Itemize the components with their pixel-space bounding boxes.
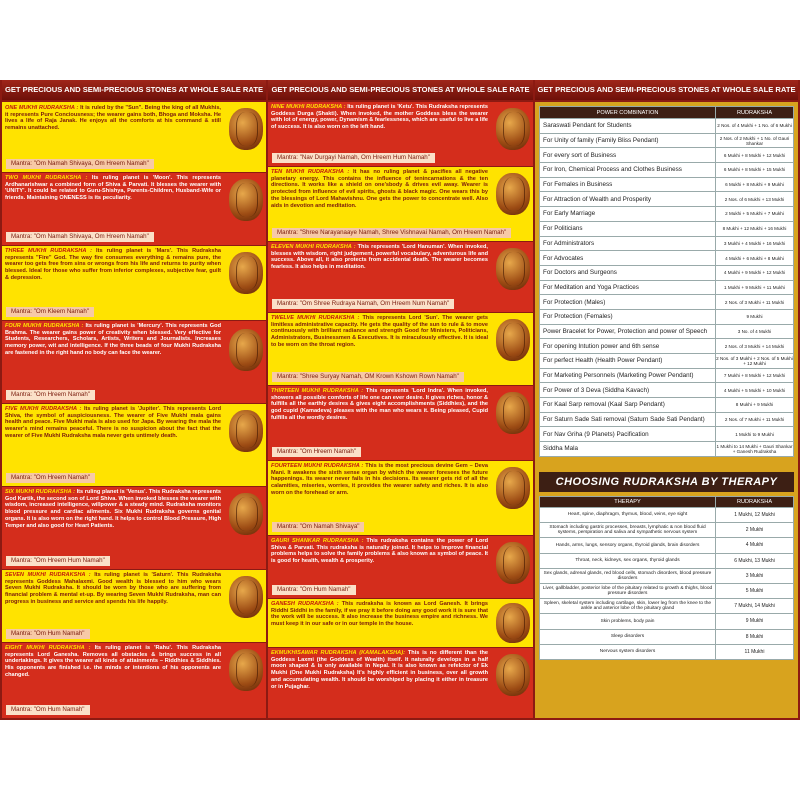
rudraksha-bead-image	[496, 392, 530, 434]
card-mantra: Mantra: "Nav Durgayi Namah, Om Hreem Hum Namah"	[272, 153, 435, 163]
power-row	[540, 148, 794, 163]
card-mantra: Mantra: "Shree Narayanaaye Namah, Shree Vishnavai Namah, Om Hreem Namah"	[272, 228, 511, 238]
power-row-label: For Meditation and Yoga Practices	[540, 280, 716, 295]
power-row-label: For Advocates	[540, 251, 716, 266]
power-row	[540, 383, 794, 398]
power-row	[540, 207, 794, 222]
card-text: Its ruling planet is 'Venus'. This Rudraksha represents God Kartik, the second son of Lord Shiva. When invoked blesses the wearer with wisdom, increased intelligence, willpower & a steady mind. Rudraksha monitors blood pressure and cardiac ailments. Six Mukhi Rudraksha governs genital organs. It is also worn on the right hand. It helps to control Blood Pressure, High Temper and also good for Heart Patients.	[5, 489, 221, 529]
card-mantra: Mantra: "Om Namah Shivaya, Om Hreem Namah"	[6, 159, 154, 169]
card-title: GANESH RUDRAKSHA :	[271, 601, 339, 607]
column-1	[2, 102, 266, 718]
mukhi-card-3	[2, 246, 266, 320]
power-header-rudraksha: RUDRAKSHA	[716, 107, 794, 119]
card-title: TWO MUKHI RUDRAKSHA :	[5, 175, 88, 181]
card-title: THIRTEEN MUKHI RUDRAKSHA :	[271, 388, 364, 394]
power-row-label: Power Bracelet for Power, Protection and power of Speech	[540, 324, 716, 339]
therapy-header-rudraksha: RUDRAKSHA	[716, 497, 794, 508]
card-title: ELEVEN MUKHI RUDRAKSHA :	[271, 244, 356, 250]
therapy-row-label: Sleep disorders	[540, 629, 716, 644]
power-row-rudraksha: 1 Mukhi + 9 Mukhi + 11 Mukhi	[716, 280, 794, 295]
card-text: Its ruling planet is 'Rahu'. This Rudraksha represents Lord Ganesha. Removes all obstacles & brings success in all undertakings. It gives the wearer all kinds of attainments – Riddhies & Siddhies. His opponents are finished i.e. the minds or intentions of his opponents are changed.	[5, 645, 221, 678]
power-row-rudraksha: 6 Mukhi + 8 Mukhi + 15 Mukhi	[716, 163, 794, 178]
power-row	[540, 265, 794, 280]
card-mantra: Mantra: "Om Hum Namah"	[6, 705, 90, 715]
rudraksha-bead-image	[229, 108, 263, 150]
mukhi-card-9	[268, 102, 533, 166]
power-row-label: For perfect Health (Health Power Pendant)	[540, 354, 716, 369]
power-row-rudraksha: 2 Nos. of 4 Mukhi + 1 No. of 6 Mukhi	[716, 119, 794, 134]
power-row-label: Siddha Mala	[540, 442, 716, 457]
power-row	[540, 295, 794, 310]
card-title: EIGHT MUKHI RUDRAKSHA :	[5, 645, 91, 651]
therapy-row-rudraksha: 7 Mukhi, 14 Mukhi	[716, 599, 794, 614]
rudraksha-bead-image	[229, 252, 263, 294]
rudraksha-bead-image	[229, 649, 263, 691]
card-mantra: Mantra: "Om Hreem Namah"	[6, 473, 95, 483]
card-text: This rudraksha contains the power of Lord Shiva & Parvati. This rudraksha is naturally joined. It helps to improve financial problems helps to solve the family problems & also known as symbol of peace. It is good for health, wealth & prosperity.	[271, 538, 488, 565]
therapy-row-label: Sex glands, adrenal glands, red blood cells, stomach disorders, blood pressure disorders	[540, 568, 716, 583]
mukhi-card-11	[268, 242, 533, 312]
rudraksha-bead-image	[229, 410, 263, 452]
mukhi-card-14	[268, 461, 533, 535]
power-row-rudraksha: 6 Mukhi + 8 Mukhi + 12 Mukhi	[716, 148, 794, 163]
card-title: ONE MUKHI RUDRAKSHA :	[5, 105, 79, 111]
mukhi-card-kamalaksha	[268, 648, 533, 718]
power-row-label: For Unity of family (Family Bliss Pendant)	[540, 133, 716, 148]
mukhi-card-12	[268, 313, 533, 385]
therapy-row-rudraksha: 5 Mukhi	[716, 583, 794, 598]
therapy-row-label: Throat, neck, kidneys, sex organs, thyroid glands	[540, 553, 716, 568]
power-row-label: For Protection (Males)	[540, 295, 716, 310]
power-row-rudraksha: 8 Mukhi + 12 Mukhi + 16 Mukhi	[716, 221, 794, 236]
banner-col2: GET PRECIOUS AND SEMI-PRECIOUS STONES AT WHOLE SALE RATE	[268, 80, 533, 100]
card-mantra: Mantra: "Om Hreem Hum Namah"	[6, 556, 110, 566]
therapy-row-rudraksha: 9 Mukhi	[716, 614, 794, 629]
card-title: GAURI SHANKAR RUDRAKSHA :	[271, 538, 364, 544]
card-title: SEVEN MUKHI RUDRAKSHA :	[5, 572, 91, 578]
mukhi-card-8	[2, 643, 266, 718]
power-row-rudraksha: 6 Mukhi + 8 Mukhi + 9 Mukhi	[716, 177, 794, 192]
power-row	[540, 354, 794, 369]
power-row-rudraksha: 4 Mukhi + 9 Mukhi + 12 Mukhi	[716, 265, 794, 280]
card-mantra: Mantra: "Om Namah Shivaya"	[272, 522, 364, 532]
power-row	[540, 412, 794, 427]
therapy-row	[540, 508, 794, 523]
therapy-row-rudraksha: 8 Mukhi	[716, 629, 794, 644]
power-row-rudraksha: 2 Nos. of 3 Mukhi + 11 Mukhi	[716, 295, 794, 310]
card-title: FOUR MUKHI RUDRAKSHA :	[5, 323, 84, 329]
card-text: Its ruling planet is 'Jupiter'. This represents Lord Shiva, the symbol of auspiciousness. The wearer of Five Mukhi mala gains health and peace. Five Mukhi mala is also used for Japa. By wearing the mala the wearer's mind remains peaceful. There is no suspicion about the fact that the wearer of Five Mukhi Rudraksha mala never gets untimely death.	[5, 406, 221, 439]
rudraksha-bead-image	[229, 493, 263, 535]
rudraksha-bead-image	[229, 576, 263, 618]
rudraksha-bead-image	[496, 542, 530, 584]
power-row-label: For Doctors and Surgeons	[540, 265, 716, 280]
mukhi-card-2	[2, 173, 266, 245]
power-row-rudraksha: 9 Mukhi	[716, 309, 794, 324]
card-text: Its ruling planet is 'Mercury'. This represents God Brahma. The wearer gains power of creativity when blessed. Very effective for Students, Researchers, Scholars, Artists, Writers and Journalists. Increases memory power, wit and intelligence. If the three beads of four Mukhi Rudraksha are fastened in the right hand no body can face the wearer.	[5, 323, 221, 356]
rudraksha-bead-image	[496, 108, 530, 150]
therapy-row	[540, 629, 794, 644]
therapy-header-therapy: THERAPY	[540, 497, 716, 508]
power-row-label: For opening Intution power and 6th sense	[540, 339, 716, 354]
power-row-label: For Marketing Personnels (Marketing Power Pendant)	[540, 368, 716, 383]
card-text: It is ruled by the "Sun". Being the king of all Mukhis, it represents Pure Conciousness; the wearer gains both, Bhoga and Moksha. He lives a life of Raja Janak. He enjoys all the comforts at his command & still remains unattached.	[5, 105, 221, 132]
power-row-rudraksha: 2 Mukhi + 5 Mukhi + 7 Mukhi	[716, 207, 794, 222]
power-row-label: For Nav Griha (9 Planets) Pacification	[540, 427, 716, 442]
card-text: This represents 'Lord Hanuman'. When invoked, blesses with wisdom, right judgement, powerful vocabulary, adventurous life and success. Above all, it also protects from accidental death. The wearer becomes fearless. It also helps in meditation.	[271, 244, 488, 271]
mukhi-card-4	[2, 321, 266, 403]
mukhi-card-10	[268, 167, 533, 241]
rudraksha-bead-image	[496, 173, 530, 215]
therapy-section-title: CHOOSING RUDRAKSHA BY THERAPY	[539, 472, 794, 492]
rudraksha-bead-image	[496, 319, 530, 361]
card-title: TWELVE MUKHI RUDRAKSHA :	[271, 315, 360, 321]
therapy-row	[540, 568, 794, 583]
card-text: This is no different than the Goddess Laxmi (the Goddess of Wealth) itself. It naturally develops in a half moon shaped & is only available in Nepal. It is also known as refelctor of Ek Mukhi (One Mukhi Rudraksha) It's highly efficient in business, over all growth and accumulating wealth. It should be worshiped by placing it either in treasure or in Pujaghar.	[271, 650, 488, 690]
rudraksha-bead-image	[229, 329, 263, 371]
mukhi-card-gauri-shankar	[268, 536, 533, 598]
power-row-rudraksha: 2 Nos. of 2 Mukhi + 1 No. of Gauri Shankar	[716, 133, 794, 148]
mukhi-card-7	[2, 570, 266, 642]
power-row-rudraksha: 4 Mukhi + 5 Mukhi + 10 Mukhi	[716, 383, 794, 398]
card-title: EKMUKHISAWAR RUDRAKSHA (KAMALAKSHA):	[271, 650, 405, 656]
power-row-rudraksha: 2 Nos. of 7 Mukhi + 11 Mukhi	[716, 412, 794, 427]
card-mantra: Mantra: "Om Hreem Namah"	[6, 390, 95, 400]
power-row-rudraksha: 1 Mukhi to 9 Mukhi	[716, 427, 794, 442]
rudraksha-bead-image	[496, 654, 530, 696]
therapy-row	[540, 583, 794, 598]
mukhi-card-1	[2, 102, 266, 172]
power-row	[540, 251, 794, 266]
card-mantra: Mantra: "Om Shree Rudraya Namah, Om Hreem Num Namah"	[272, 299, 454, 309]
card-title: SIX MUKHI RUDRAKSHA :	[5, 489, 75, 495]
card-mantra: Mantra: "Shree Suryay Namah, OM Krown Kshown Rown Namah"	[272, 372, 464, 382]
therapy-row	[540, 614, 794, 629]
power-row-label: For Iron, Chemical Process and Clothes Business	[540, 163, 716, 178]
power-row	[540, 133, 794, 148]
therapy-row-label: Stomach including gastric processes, breasts, lymphatic & non blood fluid systems, perspiration and saliva and sympathetic nervous system	[540, 523, 716, 538]
power-row-label: For Saturn Sade Sati removal (Saturn Sade Sati Pendant)	[540, 412, 716, 427]
power-row-label: For Females in Business	[540, 177, 716, 192]
therapy-table	[539, 496, 794, 660]
mukhi-card-6	[2, 487, 266, 569]
power-row	[540, 163, 794, 178]
power-row-rudraksha: 2 Nos. of 3 Mukhi + 2 Nos. of 5 Mukhi + 12 Mukhi	[716, 354, 794, 369]
card-title: NINE MUKHI RUDRAKSHA :	[271, 104, 346, 110]
power-row	[540, 221, 794, 236]
card-title: THREE MUKHI RUDRAKSHA :	[5, 248, 93, 254]
power-row-rudraksha: 2 Nos. of 3 Mukhi + 14 Mukhi	[716, 339, 794, 354]
power-row	[540, 442, 794, 457]
rudraksha-poster	[0, 80, 800, 720]
power-row-label: For Administrators	[540, 236, 716, 251]
therapy-row-label: Hands, arms, lungs, sensory organs, thyroid glands, brain disorders	[540, 538, 716, 553]
column-3	[535, 102, 798, 718]
rudraksha-bead-image	[229, 179, 263, 221]
therapy-row	[540, 644, 794, 659]
power-row-rudraksha: 4 Mukhi + 6 Mukhi + 8 Mukhi	[716, 251, 794, 266]
card-mantra: Mantra: "Om Namah Shivaya, Om Hreem Namah"	[6, 232, 154, 242]
card-text: This rudraksha is known as Lord Ganesh. It brings Riddhi Siddhi in the family, if we pray it before doing any good work it is sure that the work will be success. It also increase the business empire and richness. We must keep it in our safe or in our temple in the house.	[271, 601, 488, 628]
mukhi-card-5	[2, 404, 266, 486]
therapy-row-rudraksha: 4 Mukhi	[716, 538, 794, 553]
power-row-label: Saraswati Pendant for Students	[540, 119, 716, 134]
power-row-rudraksha: 2 Nos. of 6 Mukhi + 13 Mukhi	[716, 192, 794, 207]
power-row	[540, 192, 794, 207]
card-text: Its ruling planet is 'Moon'. This represents Ardhanarishwar a combined form of Shiva & Parvati. It blesses the wearer with 'UNITY'. It could be related to Guru-Shishya, Parents-Children, Husband-Wife or friends. Maintaining ONENESS is its peculiarity.	[5, 175, 221, 202]
power-row-label: For Early Marriage	[540, 207, 716, 222]
rudraksha-bead-image	[496, 248, 530, 290]
power-row-label: For Attraction of Wealth and Prosperity	[540, 192, 716, 207]
therapy-row	[540, 538, 794, 553]
power-row-rudraksha: 1 Mukhi to 14 Mukhi + Gauri Shankar + Ganesh Rudraksha	[716, 442, 794, 457]
power-combination-table	[539, 106, 794, 457]
mukhi-card-ganesh	[268, 599, 533, 647]
power-row-rudraksha: 8 Mukhi + 9 Mukhi	[716, 398, 794, 413]
card-text: This represents Lord 'Sun'. The wearer gets limitless administrative capacity. He gets the quality of the sun to rule & to move continuously with brilliant radiance and strength Good for Ministers, Politicians, Administrators, Businessmen & Executives. It is miraculously effective. It is ideal to be worn on the throat region.	[271, 315, 489, 348]
card-text: It has no ruling planet & pacifies all negative planetary energy. This contains the influence of tenincarnations & the ten directions. It works like a shield on one'sbody & drives evil away. Wearer is protected from influence of evil spirits, ghosts & black magic. One wears this by the blessings of Lord Mahavishnu. One gets the power to concentrate well. Also aids in devotion and meditation.	[271, 169, 489, 209]
power-row	[540, 177, 794, 192]
card-text: Its ruling planet is 'Saturn'. This Rudraksha represents Goddess Mahalaxmi. Good wealth is blessed to him who wears Seven Mukhi Rudraksha. It should be worn by those who are suffering from financial problem & mental et-up. By wearing Seven Mukhi Rudraksha, man can progress in business and service and spends his life happily.	[5, 572, 221, 605]
power-row	[540, 368, 794, 383]
power-row	[540, 236, 794, 251]
power-row	[540, 309, 794, 324]
power-row-rudraksha: 3 No. of 4 Mukhi	[716, 324, 794, 339]
power-row	[540, 280, 794, 295]
card-text: This represents 'Lord Indra'. When invoked, showers all possible comforts of life one can ever desire. It gives riches, honor & fulfills all the earthly desires & gives eight accomplishments (Siddhies), and the god cupid (Kamadeva) pleases with the man who wears it. Being pleased, Cupid fulfills all the wordly desires.	[271, 388, 488, 421]
power-row-label: For Kaal Sarp removal (Kaal Sarp Pendant)	[540, 398, 716, 413]
card-text: Its ruling planet is 'Ketu'. This Rudraksha represents Goddess Durga (Shakti). When invoked, the mother Goddess bless the wearer with lot of energy, power, Dynamism & fearlessness, which are useful to live a life of success. It is also worn on the left hand.	[271, 104, 488, 131]
card-mantra: Mantra: "Om Hum Namah"	[272, 585, 356, 595]
therapy-row-label: Nervous system disorders	[540, 644, 716, 659]
therapy-row-label: Spleen, skeletal system including cartilage, skin, lower leg from the knee to the ankle and anterior lobe of the pituitary gland	[540, 599, 716, 614]
banner-col3: GET PRECIOUS AND SEMI-PRECIOUS STONES AT WHOLE SALE RATE	[535, 80, 798, 100]
therapy-row-label: Liver, gallbladder, posterior lobe of the pituitary related to growth & thighs, blood pressure disorders	[540, 583, 716, 598]
rudraksha-bead-image	[496, 603, 530, 643]
card-text: This is the most precious devine Gem – Deva Mani. It awakens the sixth sense organ by which the wearer foresees the future happenings. Its wearer never fails in his decisions. Its wearer gets rid of all the calamities, miseries, worries, it provides the wearer safety and riches. It is also worn on the forehead or arm.	[271, 463, 488, 496]
card-mantra: Mantra: "Om Hum Namah"	[6, 629, 90, 639]
therapy-row-rudraksha: 6 Mukhi, 13 Mukhi	[716, 553, 794, 568]
power-row	[540, 119, 794, 134]
therapy-row	[540, 553, 794, 568]
therapy-row-rudraksha: 3 Mukhi	[716, 568, 794, 583]
therapy-row-rudraksha: 11 Mukhi	[716, 644, 794, 659]
card-mantra: Mantra: "Om Hreem Namah"	[272, 447, 361, 457]
power-row	[540, 339, 794, 354]
power-row	[540, 427, 794, 442]
card-title: TEN MUKHI RUDRAKSHA :	[271, 169, 350, 175]
therapy-row	[540, 523, 794, 538]
card-text: Its ruling planet is 'Mars'. This Rudraksha represents "Fire" God. The way fire consumes everything & remains pure, the wearer too gets free from sins or wrongs from his life and returns to purity when blessed. Ideal for those who suffer from inferior complexes, subjective fear, guilt & depression.	[5, 248, 221, 281]
power-row-label: For every sort of Business	[540, 148, 716, 163]
mukhi-card-13	[268, 386, 533, 460]
power-row-rudraksha: 7 Mukhi + 8 Mukhi + 12 Mukhi	[716, 368, 794, 383]
therapy-row	[540, 599, 794, 614]
power-row	[540, 398, 794, 413]
therapy-row-rudraksha: 1 Mukhi, 12 Mukhi	[716, 508, 794, 523]
power-row-label: For Politicians	[540, 221, 716, 236]
rudraksha-bead-image	[496, 467, 530, 509]
card-mantra: Mantra: "Om Kleem Namah"	[6, 307, 94, 317]
banner-col1: GET PRECIOUS AND SEMI-PRECIOUS STONES AT WHOLE SALE RATE	[2, 80, 266, 100]
therapy-row-rudraksha: 2 Mukhi	[716, 523, 794, 538]
card-title: FIVE MUKHI RUDRAKSHA :	[5, 406, 82, 412]
card-title: FOURTEEN MUKHI RUDRAKSHA :	[271, 463, 364, 469]
power-row-label: For Power of 3 Deva (Siddha Kavach)	[540, 383, 716, 398]
power-header-combination: POWER COMBINATION	[540, 107, 716, 119]
therapy-row-label: Skin problems, body pain	[540, 614, 716, 629]
power-row-label: For Protection (Females)	[540, 309, 716, 324]
therapy-row-label: Heart, spine, diaphragm, thymus, blood, veins, eye sight	[540, 508, 716, 523]
power-row	[540, 324, 794, 339]
column-2	[268, 102, 533, 718]
power-row-rudraksha: 3 Mukhi + 4 Mukhi + 16 Mukhi	[716, 236, 794, 251]
